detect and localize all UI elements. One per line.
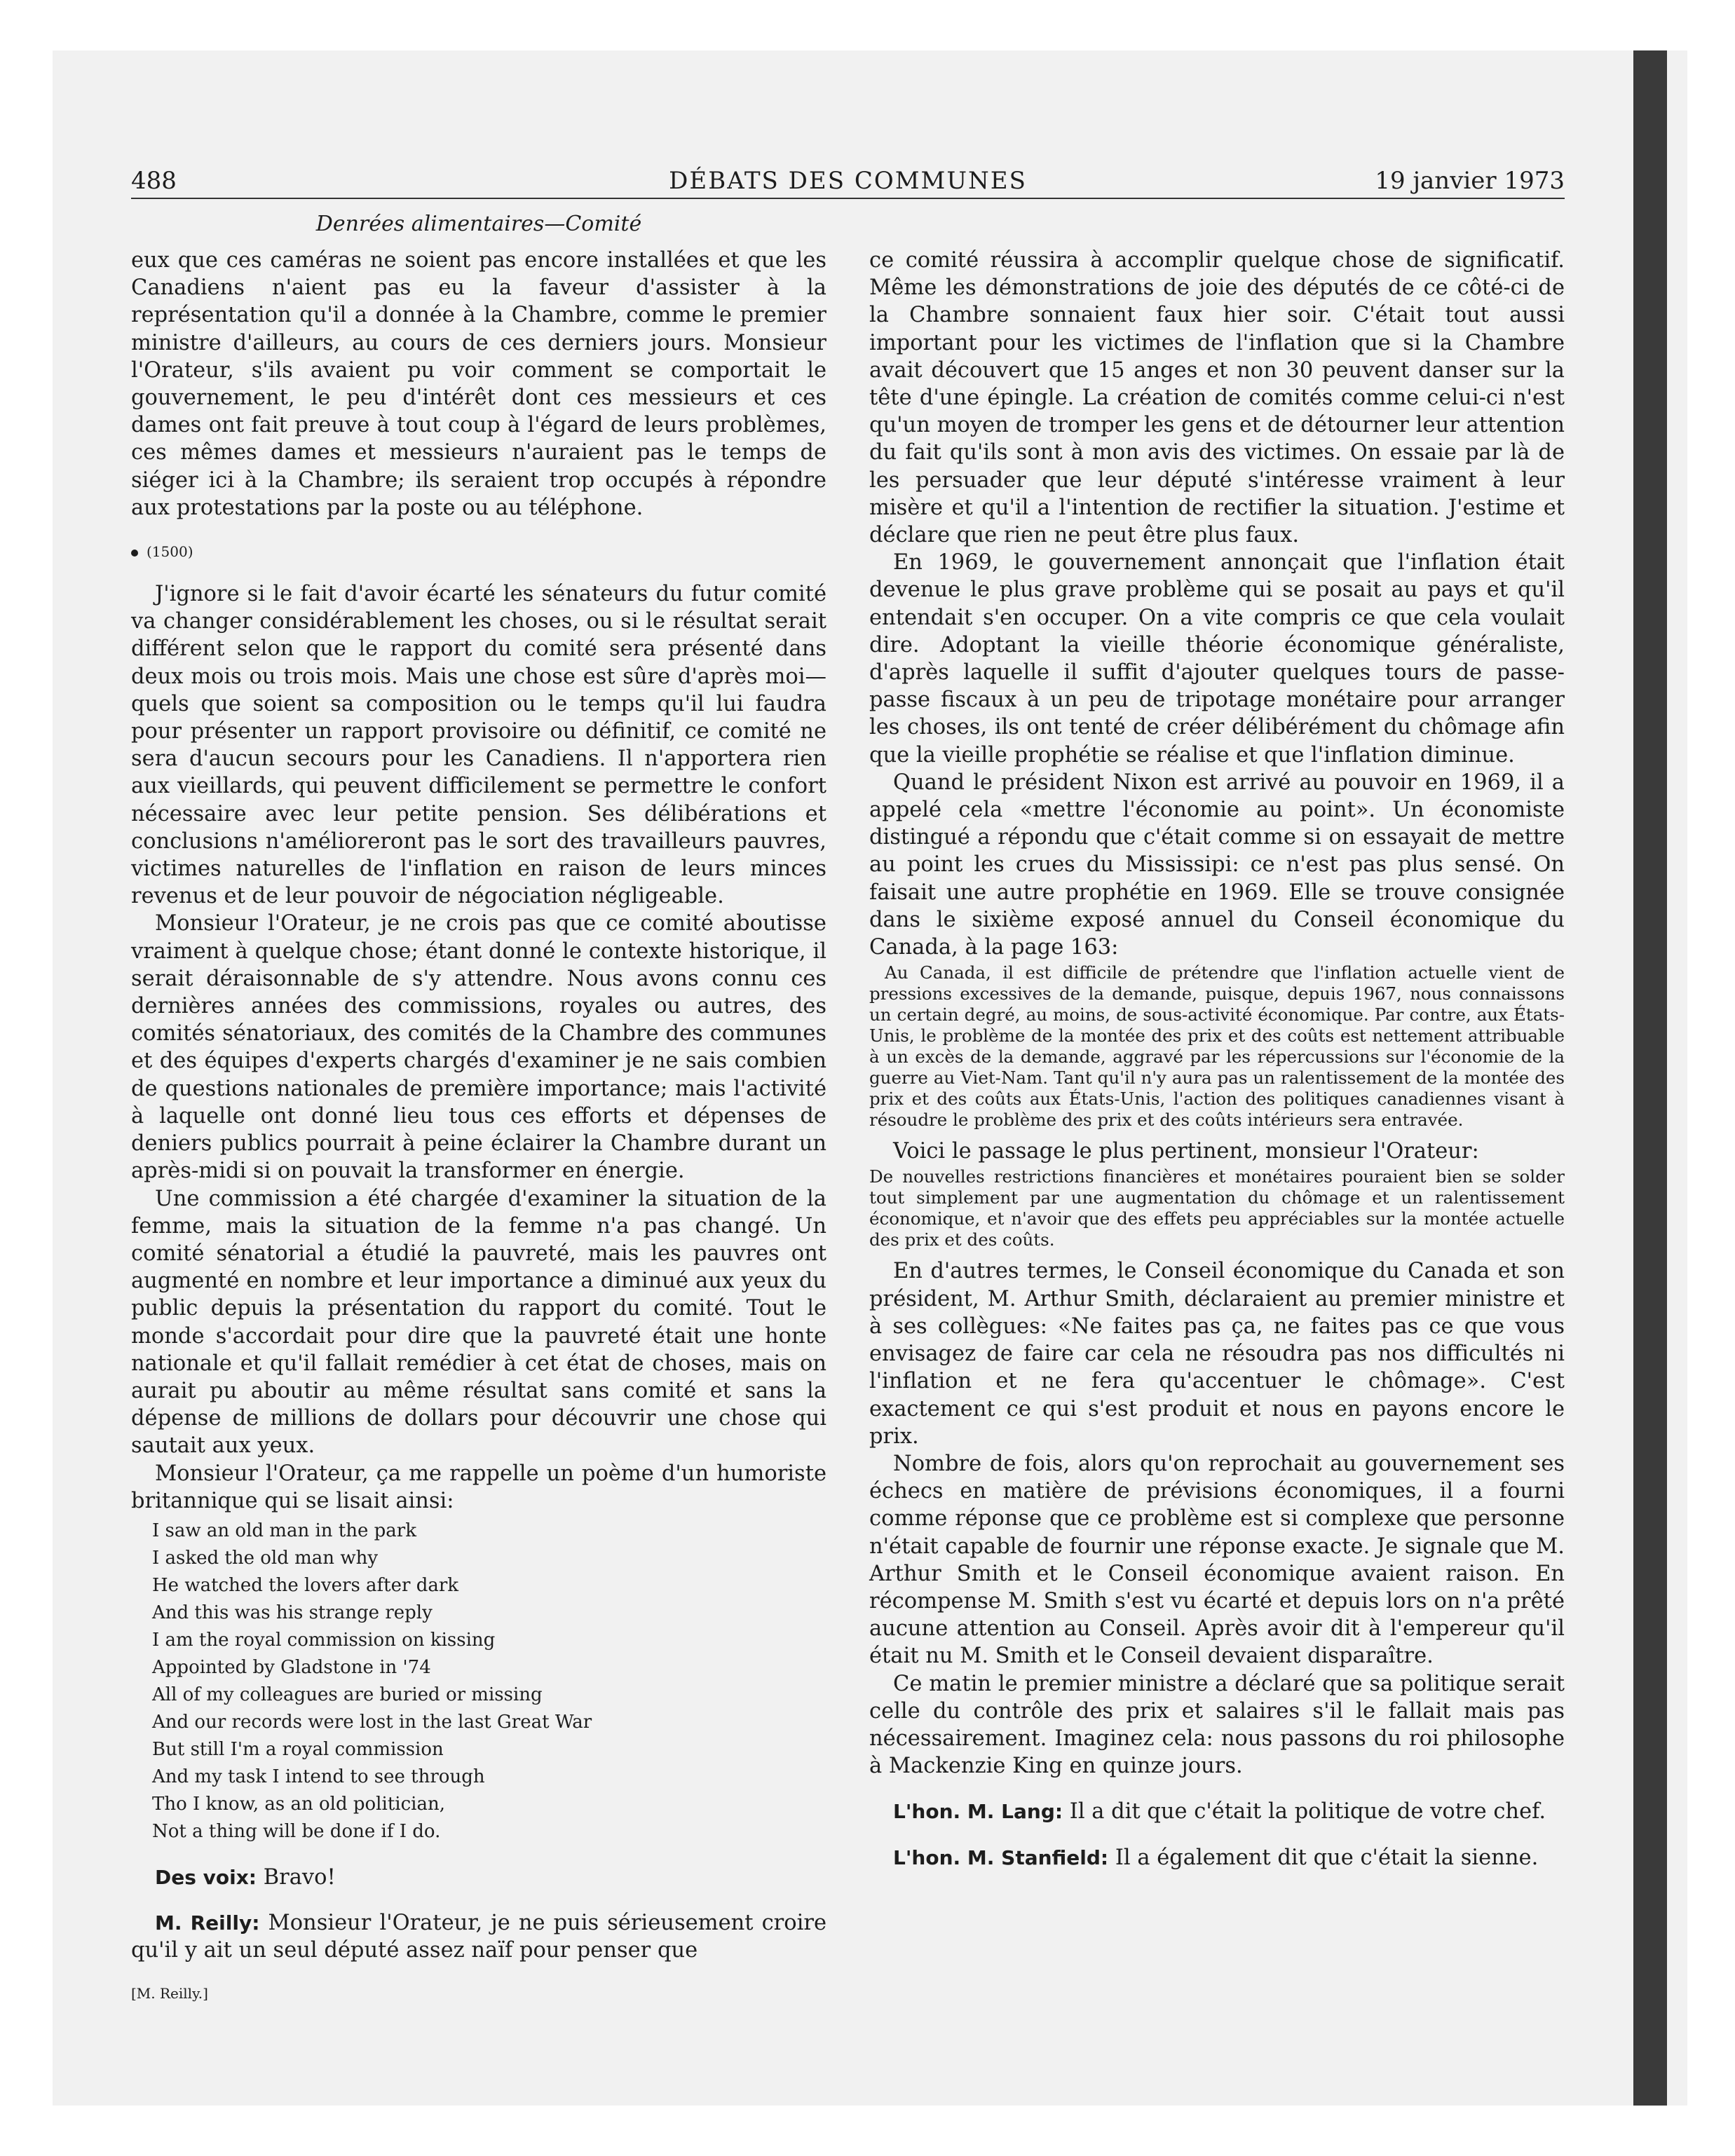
speech-text: Bravo!	[263, 1864, 336, 1890]
poem-line: All of my colleagues are buried or missing	[152, 1684, 543, 1705]
bullet-icon	[131, 550, 138, 557]
poem-line: But still I'm a royal commission	[152, 1738, 444, 1760]
left-column	[131, 247, 826, 2007]
poem-line: I saw an old man in the park	[152, 1520, 416, 1541]
paragraph: Une commission a été chargée d'examiner la situation de la femme, mais la situation de la femme n'a pas changé. Un comité sénatorial a étudié la pauvreté, mais les pauvres ont augmenté en nombre et leur importance a diminué aux yeux du public depuis la présentation du rapport du comité. Tout le monde s'accordait pour dire que la pauvreté était une honte nationale et qu'il fallait remédier à cet état de choses, mais on aurait pu aboutir au même résultat sans comité et sans la dépense de millions de dollars pour découvrir une chose qui sautait aux yeux.	[131, 1186, 826, 1459]
page-header	[131, 160, 1565, 199]
poem-line: Tho I know, as an old politician,	[152, 1793, 445, 1815]
time-marker-label: (1500)	[147, 543, 193, 561]
paragraph: Voici le passage le plus pertinent, monsieur l'Orateur:	[893, 1139, 1479, 1164]
paragraph: Nombre de fois, alors qu'on reprochait au gouvernement ses échecs en matière de prévisions économiques, il a fourni comme réponse que ce problème est si complexe que personne n'était capable de fournir une réponse exacte. Je signale que M. Arthur Smith et le Conseil économique avaient raison. En récompense M. Smith s'est vu écarté et depuis lors on n'a prêté aucune attention au Conseil. Après avoir dit à l'empereur qu'il était nu M. Smith et le Conseil devaient disparaître.	[869, 1451, 1565, 1669]
speaker-name: Des voix:	[155, 1865, 257, 1889]
section-subheading: Denrées alimentaires—Comité	[315, 212, 642, 236]
poem	[152, 1517, 826, 1845]
speech-lang	[869, 1798, 1565, 1825]
paragraph: Ce matin le premier ministre a déclaré que sa politique serait celle du contrôle des prix et salaires s'il le fallait mais pas nécessairement. Imaginez cela: nous passons du roi philosophe à Mackenzie King en quinze jours.	[869, 1671, 1565, 1779]
right-column	[869, 247, 1565, 1871]
speaker-name: M. Reilly:	[155, 1911, 260, 1935]
speech-reilly	[131, 1909, 826, 1964]
paragraph: J'ignore si le fait d'avoir écarté les sénateurs du futur comité va changer considérablement les choses, ou si le résultat serait différent selon que le rapport du comité sera présenté dans deux mois ou trois mois. Mais une chose est sûre d'après moi—quels que soient sa composition ou le temps qu'il lui faudra pour présenter un rapport provisoire ou définitif, ce comité ne sera d'aucun secours pour les Canadiens. Il n'apportera rien aux vieillards, qui peuvent difficilement se permettre le confort nécessaire avec leur petite pension. Ses délibérations et conclusions n'amélioreront pas le sort des travailleurs pauvres, victimes naturelles de l'inflation en raison de leurs minces revenus et de leur pouvoir de négociation négligeable.	[131, 582, 826, 909]
poem-line: And our records were lost in the last Great War	[152, 1711, 592, 1733]
page-date: 19 janvier 1973	[1375, 167, 1565, 195]
poem-line: I asked the old man why	[152, 1547, 379, 1569]
publication-title: DÉBATS DES COMMUNES	[669, 167, 1027, 195]
paragraph: Monsieur l'Orateur, ça me rappelle un poème d'un humoriste britannique qui se lisait ainsi:	[131, 1461, 826, 1513]
poem-line: Appointed by Gladstone in '74	[152, 1656, 431, 1678]
paragraph: Quand le président Nixon est arrivé au pouvoir en 1969, il a appelé cela «mettre l'économie au point». Un économiste distingué a répondu que c'était comme si on essayait de mettre au point les crues du Mississipi: ce n'est pas plus sensé. On faisait une autre prophétie en 1969. Elle se trouve consignée dans le sixième exposé annuel du Conseil économique du Canada, à la page 163:	[869, 770, 1565, 960]
paragraph: ce comité réussira à accomplir quelque chose de significatif. Même les démonstrations de joie des députés de ce côté-ci de la Chambre sonnaient faux hier soir. C'était tout aussi important pour les victimes de l'inflation que si la Chambre avait découvert que 15 anges et non 30 peuvent danser sur la tête d'une épingle. La création de comités comme celui-ci n'est qu'un moyen de tromper les gens et de détourner leur attention du fait qu'ils sont à mon avis des victimes. On essaie par là de les persuader que leur député s'intéresse vraiment à leur misère et qu'il a l'intention de rectifier la situation. J'estime et déclare que rien ne peut être plus faux.	[869, 248, 1565, 548]
poem-line: I am the royal commission on kissing	[152, 1629, 496, 1651]
paragraph: En d'autres termes, le Conseil économique du Canada et son président, M. Arthur Smith, déclaraient au premier ministre et à ses collègues: «Ne faites pas ça, ne faites pas ce que vous envisagez de faire car cela ne résoudra pas nos difficultés ni l'inflation et ne fera qu'accentuer le chômage». C'est exactement ce qui s'est produit et nous en payons encore le prix.	[869, 1259, 1565, 1449]
poem-line: And this was his strange reply	[152, 1602, 433, 1623]
block-quote: Au Canada, il est difficile de prétendre que l'inflation actuelle vient de pressions excessives de la demande, puisque, depuis 1967, nous connaissons un certain degré, au moins, de sous-activité économique. Par contre, aux États-Unis, le problème de la montée des prix et des coûts est nettement attribuable à un excès de la demande, aggravé par les répercussions sur l'économie de la guerre au Viet-Nam. Tant qu'il n'y aura pas un ralentissement de la montée des prix et des coûts aux États-Unis, l'action des politiques canadiennes visant à résoudre le problème des prix et des coûts intérieurs sera entravée.	[869, 962, 1565, 1131]
paragraph: eux que ces caméras ne soient pas encore installées et que les Canadiens n'aient pas eu la faveur d'assister à la représentation qu'il a donnée à la Chambre, comme le premier ministre d'ailleurs, au cours de ces derniers jours. Monsieur l'Orateur, s'ils avaient pu voir comment se comportait le gouvernement, le peu d'intérêt dont ces messieurs et ces dames ont fait preuve à tout coup à l'égard de leurs problèmes, ces mêmes dames et messieurs n'auraient pas le temps de siéger ici à la Chambre; ils seraient trop occupés à répondre aux protestations par la poste ou au téléphone.	[131, 248, 826, 520]
speaker-name: L'hon. M. Stanfield:	[893, 1845, 1109, 1869]
poem-line: He watched the lovers after dark	[152, 1574, 459, 1596]
speech-voices	[131, 1864, 826, 1891]
paragraph: En 1969, le gouvernement annonçait que l'inflation était devenue le plus grave problème qui se posait au pays et qu'il entendait s'en occuper. On a vite compris ce que cela voulait dire. Adoptant la vieille théorie économique généraliste, d'après laquelle il suffit d'ajouter quelques tours de passe-passe fiscaux à un peu de tripotage monétaire pour arranger les choses, ils ont tenté de créer délibérément du chômage afin que la vieille prophétie se réalise et que l'inflation diminue.	[869, 550, 1565, 767]
speech-text: Monsieur l'Orateur, je ne puis sérieusement croire qu'il y ait un seul député assez naïf pour penser que	[131, 1911, 826, 1963]
speech-stanfield	[869, 1844, 1565, 1871]
poem-line: And my task I intend to see through	[152, 1766, 485, 1787]
speech-text: Il a également dit que c'était la sienne.	[1115, 1845, 1539, 1870]
speaker-name: L'hon. M. Lang:	[893, 1800, 1063, 1824]
speech-text: Il a dit que c'était la politique de votre chef.	[1069, 1799, 1546, 1824]
page-edge-shadow	[1633, 50, 1667, 2106]
block-quote: De nouvelles restrictions financières et monétaires pouraient bien se solder tout simplement par une augmentation du chômage et un ralentissement économique, et n'avoir que des effets peu appréciables sur la montée actuelle des prix et des coûts.	[869, 1166, 1565, 1250]
speaker-tag: [M. Reilly.]	[131, 1984, 208, 2002]
time-marker	[131, 541, 826, 562]
poem-line: Not a thing will be done if I do.	[152, 1820, 441, 1842]
paragraph: Monsieur l'Orateur, je ne crois pas que ce comité aboutisse vraiment à quelque chose; étant donné le contexte historique, il serait déraisonnable de s'y attendre. Nous avons connu ces dernières années des commissions, royales ou autres, des comités sénatoriaux, des comités de la Chambre des communes et des équipes d'experts chargés d'examiner je ne sais combien de questions nationales de première importance; mais l'activité à laquelle ont donné lieu tous ces efforts et dépenses de deniers publics pourrait à peine éclairer la Chambre durant un après-midi si on pouvait la transformer en énergie.	[131, 911, 826, 1184]
page-number: 488	[131, 167, 177, 195]
